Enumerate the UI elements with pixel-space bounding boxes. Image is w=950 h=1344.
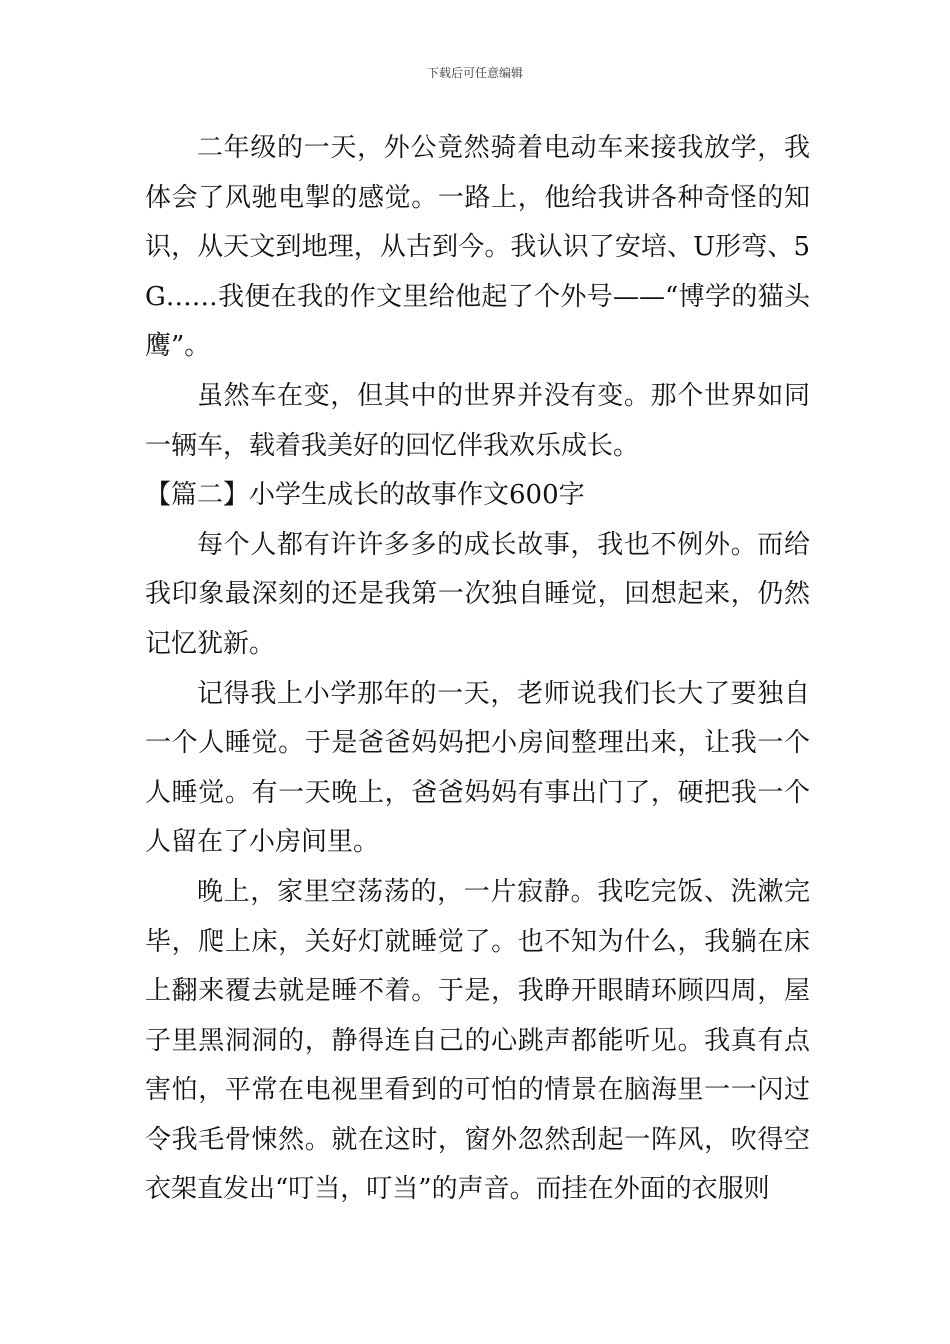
document-body <box>145 124 810 1215</box>
section-title: 【篇二】小学生成长的故事作文600字 <box>145 480 585 511</box>
paragraph-2: 虽然车在变，但其中的世界并没有变。那个世界如同一辆车，载着我美好的回忆伴我欢乐成长。 <box>145 380 810 461</box>
page-header-note: 下载后可任意编辑 <box>426 66 523 80</box>
paragraph-4: 记得我上小学那年的一天，老师说我们长大了要独自一个人睡觉。于是爸爸妈妈把小房间整理出来，让我一个人睡觉。有一天晚上，爸爸妈妈有事出门了，硬把我一个人留在了小房间里。 <box>145 678 810 858</box>
paragraph-5: 晚上，家里空荡荡的，一片寂静。我吃完饭、洗漱完毕，爬上床，关好灯就睡觉了。也不知为什么，我躺在床上翻来覆去就是睡不着。于是，我睁开眼睛环顾四周，屋子里黑洞洞的，静得连自己的心跳声都能听见。我真有点害怕，平常在电视里看到的可怕的情景在脑海里一一闪过令我毛骨悚然。就在这时，窗外忽然刮起一阵风，吹得空衣架直发出“叮当，叮当”的声音。而挂在外面的衣服则 <box>145 876 810 1205</box>
paragraph-1: 二年级的一天，外公竟然骑着电动车来接我放学，我体会了风驰电掣的感觉。一路上，他给我讲各种奇怪的知识，从天文到地理，从古到今。我认识了安培、U形弯、5G……我便在我的作文里给他起了个外号——“博学的猫头鹰”。 <box>145 133 810 362</box>
paragraph-3: 每个人都有许许多多的成长故事，我也不例外。而给我印象最深刻的还是我第一次独自睡觉，回想起来，仍然记忆犹新。 <box>145 529 810 659</box>
